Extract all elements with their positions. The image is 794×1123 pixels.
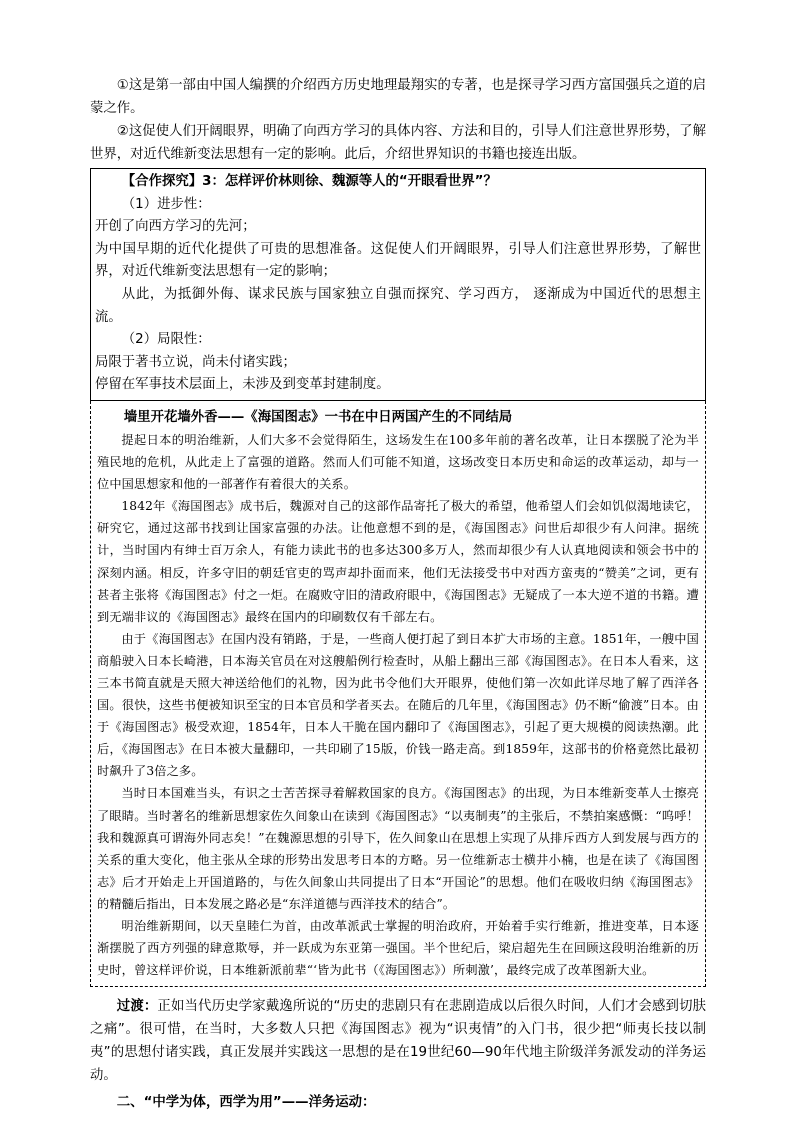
document-page [90, 74, 706, 1115]
limit-label: （2）局限性： [121, 332, 211, 348]
progress-point-3: 从此，为抵御外侮、谋求民族与国家独立自强而探究、学习西方， 逐渐成为中国近代的思想主流。 [95, 286, 701, 325]
cooperative-inquiry-box [90, 168, 706, 401]
cooperative-title: 【合作探究】3：怎样评价林则徐、魏源等人的“开眼看世界”？ [121, 174, 497, 189]
intro-paragraph-1: ①这是第一部由中国人编撰的介绍西方历史地理最翔实的专著，也是探寻学习西方富国强兵之道的启蒙之作。 [90, 78, 706, 116]
transition-text: 正如当代历史学家戴逸所说的“历史的悲剧只有在悲剧造成以后很久时间，人们才会感到切肤之痛”。很可惜，在当时，大多数人只把《海国图志》视为“识夷情”的入门书，很少把“师夷长技以制夷”的思想付诸实践，真正发展并实践这一思想的是在19世纪60—90年代地主阶级洋务派发动的洋务运动。 [90, 999, 706, 1084]
story-paragraph: 由于《海国图志》在国内没有销路，于是，一些商人便打起了到日本扩大市场的主意。1851年，一艘中国商船驶入日本长崎港，日本海关官员在对这艘船例行检查时，从船上翻出三部《海国图志》。在日本人看来，这三本书简直就是天照大神送给他们的礼物，因为此书令他们大开眼界，使他们第一次如此详尽地了解了西洋各国。很快，这些书便被知识至宝的日本官员和学者买去。在随后的几年里，《海国图志》仍不断“偷渡”日本。由于《海国图志》极受欢迎，1854年，日本人干脆在国内翻印了《海国图志》，引起了更大规模的阅读热潮。此后，《海国图志》在日本被大量翻印，一共印刷了15版，价钱一路走高。到1859年，这部书的价格竟然比最初时飙升了3倍之多。 [97, 631, 699, 779]
transition-paragraph [90, 995, 706, 1087]
limit-point-2: 停留在军事技术层面上，未涉及到变革封建制度。 [95, 377, 390, 393]
story-title: 墙里开花墙外香——《海国图志》一书在中日两国产生的不同结局 [123, 409, 513, 425]
story-paragraph: 明治维新期间，以天皇睦仁为首，由改革派武士掌握的明治政府，开始着手实行维新，推进变革，日本逐渐摆脱了西方列强的肆意欺辱，并一跃成为东亚第一强国。半个世纪后，梁启超先生在回顾这段明治维新的历史时，曾这样评价说，日本维新派前辈“‘皆为此书（《海国图志》）所刺激’，最终完成了改革图新大业。 [97, 919, 699, 978]
story-paragraph: 当时日本国难当头，有识之士苦苦探寻着解救国家的良方。《海国图志》的出现，为日本维新变革人士擦亮了眼睛。当时著名的维新思想家佐久间象山在读到《海国图志》“以夷制夷”的主张后，不禁拍案感慨：“呜呼！我和魏源真可谓海外同志矣！”在魏源思想的引导下，佐久间象山在思想上实现了从排斥西方人到发展与西方的关系的重大变化，他主张从全球的形势出发思考日本的方略。另一位维新志士横井小楠，也是在读了《海国图志》后才开始走上开国道路的，与佐久间象山共同提出了日本“开国论”的思想。他们在吸收归纳《海国图志》的精髓后指出，日本发展之路必是“东洋道德与西洋技术的结合”。 [97, 786, 699, 911]
limit-point-1: 局限于著书立说，尚未付诸实践； [95, 354, 296, 370]
intro-paragraph-2: ②这促使人们开阔眼界，明确了向西方学习的具体内容、方法和目的，引导人们注意世界形势，了解世界，对近代维新变法思想有一定的影响。此后，介绍世界知识的书籍也接连出版。 [90, 124, 706, 162]
progress-point-2: 为中国早期的近代化提供了可贵的思想准备。这促使人们开阔眼界，引导人们注意世界形势，了解世界，对近代维新变法思想有一定的影响； [95, 241, 701, 280]
after-section [90, 995, 706, 1115]
transition-label: 过渡： [116, 999, 158, 1015]
section-heading: 二、“中学为体，西学为用”——洋务运动： [116, 1095, 376, 1111]
story-paragraph: 提起日本的明治维新，人们大多不会觉得陌生，这场发生在100多年前的著名改革，让日本摆脱了沦为半殖民地的危机，从此走上了富强的道路。然而人们可能不知道，这场改变日本历史和命运的改革运动，却与一位中国思想家和他的一部著作有着很大的关系。 [97, 432, 699, 492]
reading-material-box [90, 401, 706, 987]
progress-label: （1）进步性： [121, 196, 211, 212]
progress-point-1: 开创了向西方学习的先河； [95, 219, 256, 235]
story-paragraph: 1842年《海国图志》成书后，魏源对自己的这部作品寄托了极大的希望，他希望人们会如饥似渴地读它，研究它，通过这部书找到让国家富强的办法。让他意想不到的是，《海国图志》问世后却很少有人问津。据统计，当时国内有绅士百万余人，有能力读此书的也多达300多万人，然而却很少有人认真地阅读和领会书中的深刻内涵。相反，许多守旧的朝廷官吏的骂声却扑面而来，他们无法接受书中对西方蛮夷的“赞美”之词，更有甚者主张将《海国图志》付之一炬。在腐败守旧的清政府眼中，《海国图志》无疑成了一本大逆不道的书籍。遭到无端非议的《海国图志》最终在国内的印刷数仅有千部左右。 [97, 499, 699, 624]
